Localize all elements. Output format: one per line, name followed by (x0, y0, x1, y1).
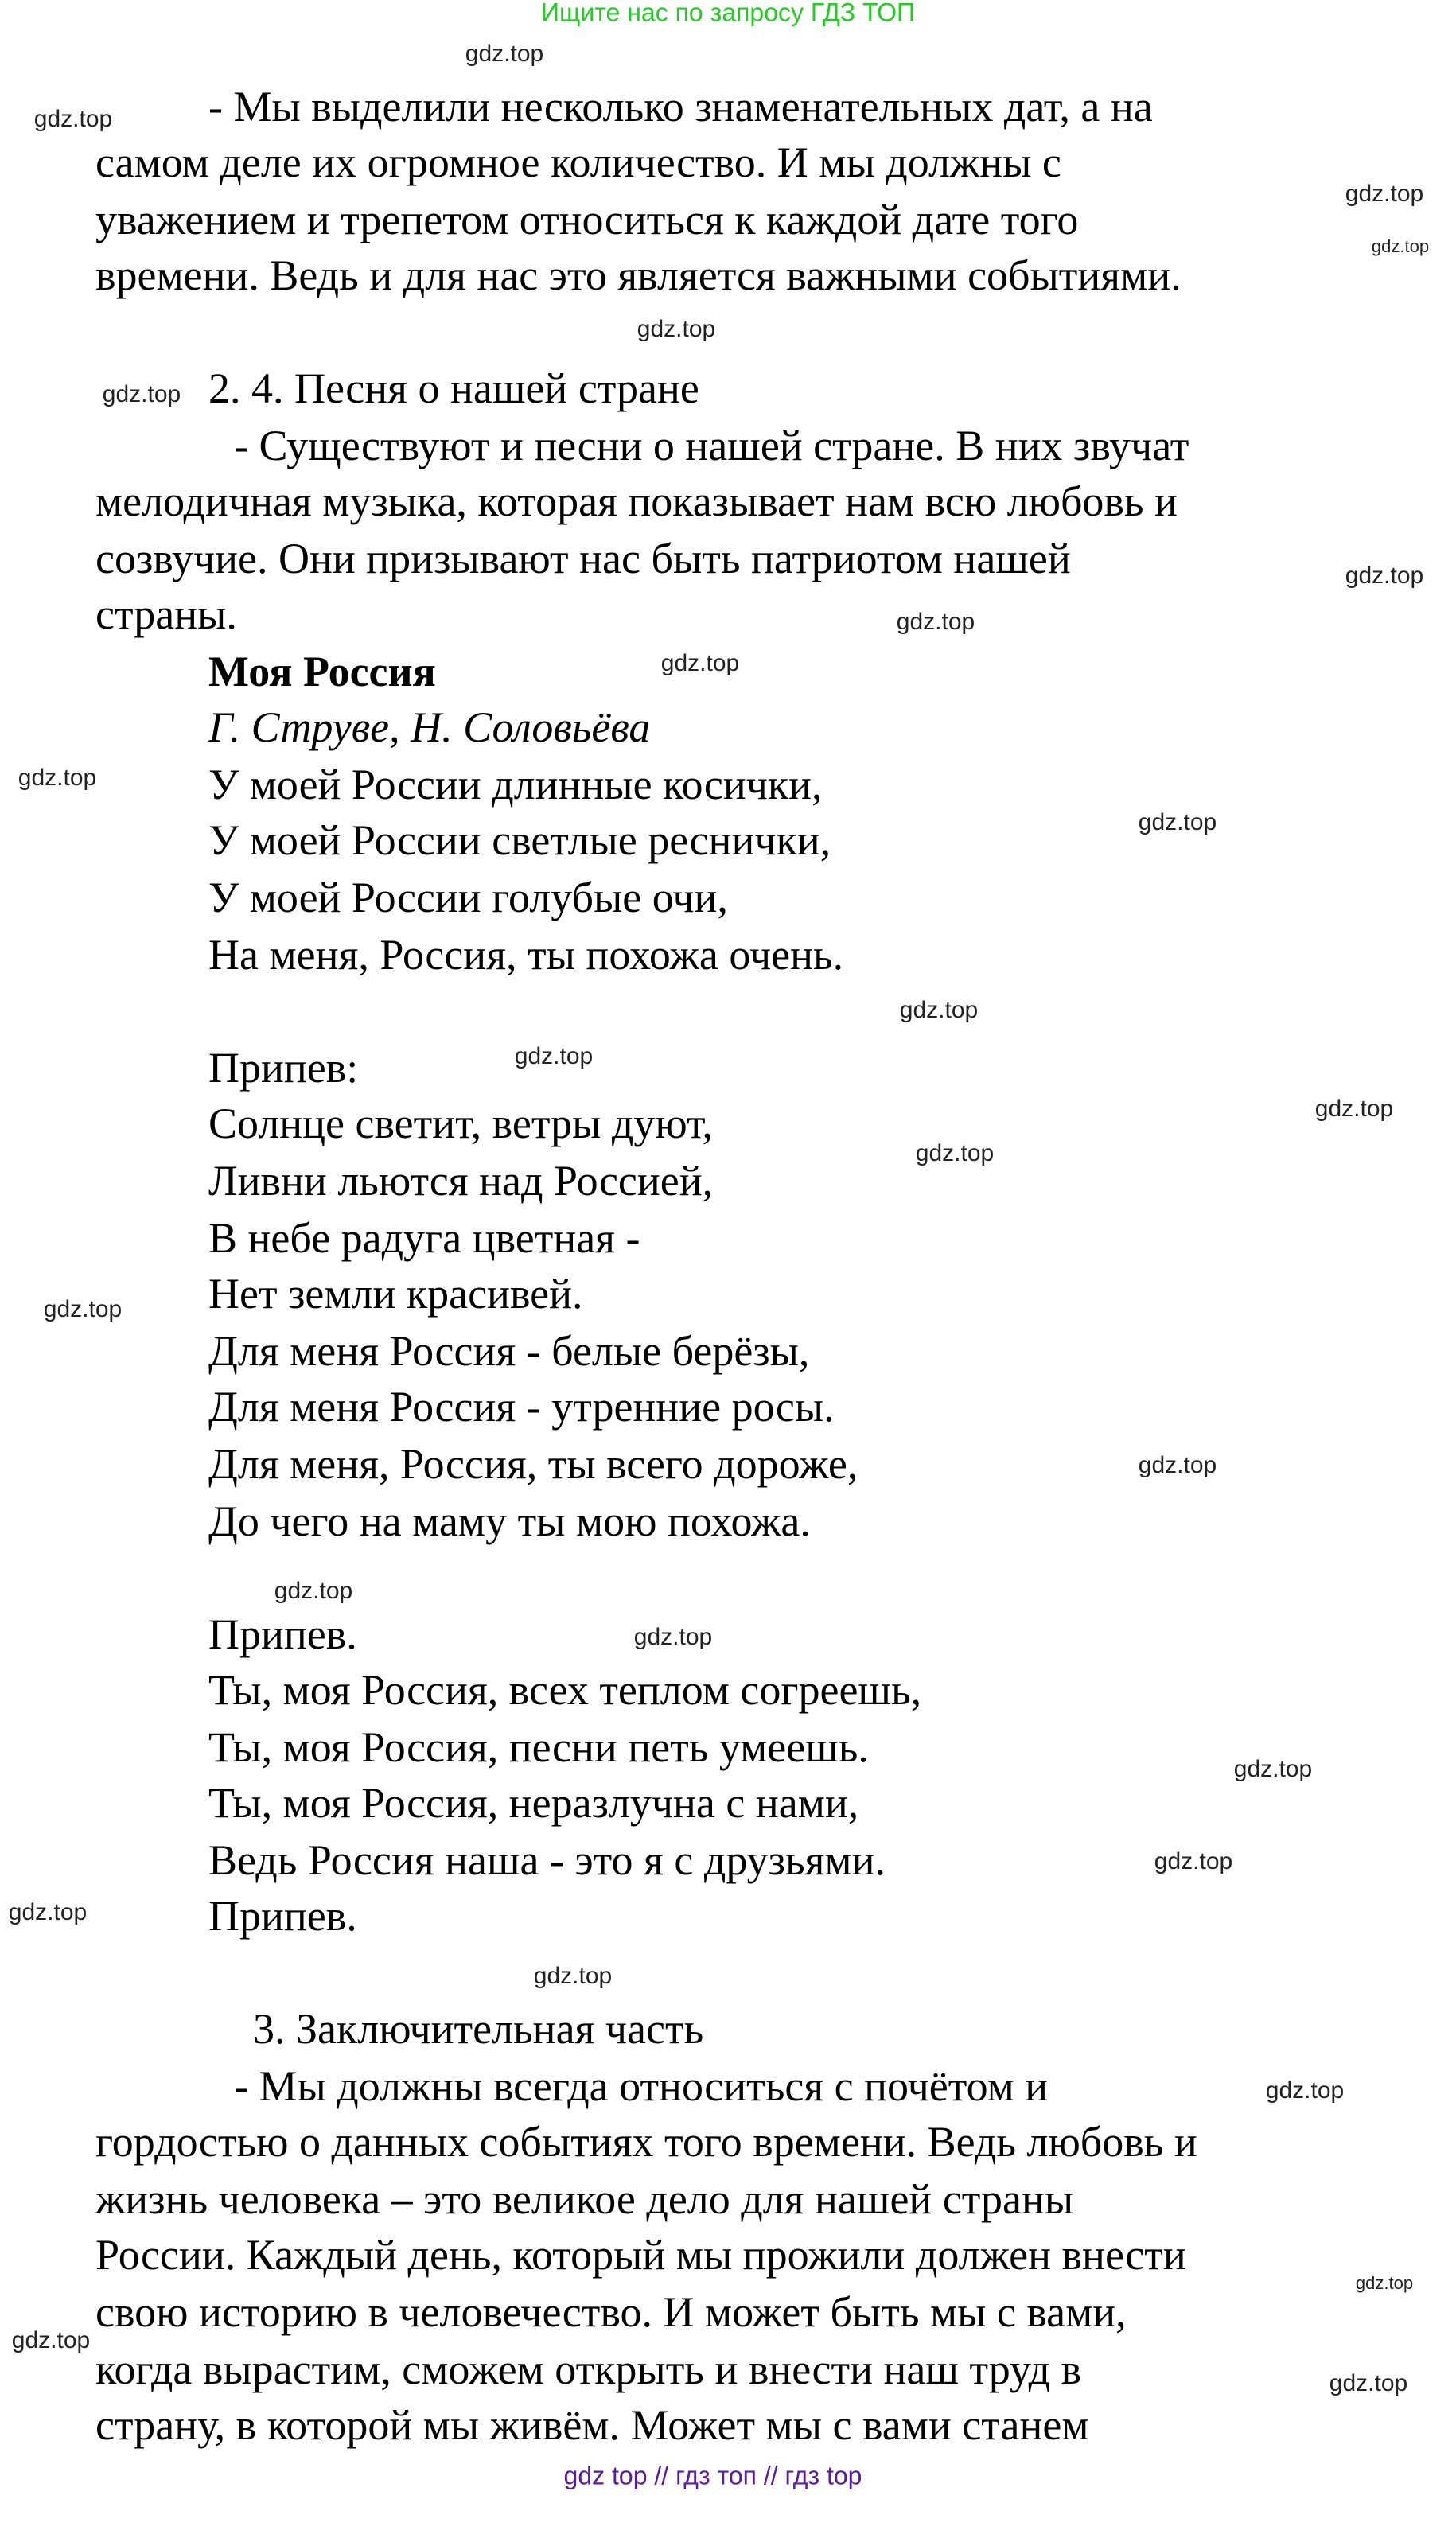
verse-line: На меня, Россия, ты похожа очень. (208, 931, 844, 979)
watermark: gdz.top (514, 1043, 594, 1069)
verse-line: В небе радуга цветная - (208, 1214, 640, 1262)
watermark: gdz.top (660, 650, 740, 676)
watermark: gdz.top (1345, 563, 1424, 589)
watermark: gdz.top (33, 106, 113, 132)
verse-line: Ливни льются над Россией, (208, 1157, 714, 1205)
watermark: gdz.top (102, 381, 181, 407)
footer-links[interactable]: gdz top // гдз топ // гдз top (563, 2461, 862, 2490)
watermark: gdz.top (637, 316, 716, 342)
watermark: gdz.top (465, 41, 544, 67)
text-line: - Мы должны всегда относиться с почётом и (234, 2062, 1049, 2110)
verse-line: У моей России голубые очи, (208, 874, 728, 921)
watermark: gdz.top (8, 1899, 88, 1925)
search-banner-link[interactable]: Ищите нас по запросу ГДЗ ТОП (541, 0, 915, 27)
watermark: gdz.top (896, 609, 975, 635)
text-line: созвучие. Они призывают нас быть патриотом нашей (95, 535, 1071, 582)
watermark: gdz.top (1154, 1848, 1233, 1874)
verse-line: Для меня Россия - белые берёзы, (208, 1327, 810, 1375)
watermark: gdz.top (1138, 809, 1217, 835)
section-heading: 2. 4. Песня о нашей стране (208, 364, 699, 412)
verse-line: Припев. (208, 1892, 357, 1940)
song-authors: Г. Струве, Н. Соловьёва (208, 703, 651, 751)
watermark: gdz.top (274, 1578, 353, 1604)
verse-line: Ты, моя Россия, всех теплом согреешь, (208, 1666, 922, 1714)
watermark: gdz.top (1371, 236, 1430, 256)
verse-line: Для меня, Россия, ты всего дороже, (208, 1440, 858, 1488)
text-line: страны. (95, 590, 237, 638)
watermark: gdz.top (1345, 181, 1424, 207)
text-line: мелодичная музыка, которая показывает нам всю любовь и (95, 477, 1178, 525)
watermark: gdz.top (899, 997, 979, 1023)
text-line: гордостью о данных событиях того времени. Ведь любовь и (95, 2118, 1197, 2166)
watermark: gdz.top (533, 1963, 613, 1989)
text-line: России. Каждый день, который мы прожили должен внести (95, 2231, 1186, 2279)
watermark: gdz.top (1329, 2370, 1408, 2396)
watermark: gdz.top (1314, 1096, 1394, 1122)
verse-line: Припев. (208, 1610, 357, 1658)
verse-line: Солнце светит, ветры дуют, (208, 1100, 713, 1147)
verse-line: До чего на маму ты мою похожа. (208, 1497, 811, 1545)
section-heading: 3. Заключительная часть (253, 2005, 704, 2053)
text-line: свою историю в человечество. И может быть мы с вами, (95, 2288, 1127, 2336)
verse-line: Для меня Россия - утренние росы. (208, 1383, 835, 1431)
text-line: самом деле их огромное количество. И мы должны с (95, 138, 1061, 186)
text-line: жизнь человека – это великое дело для нашей страны (95, 2175, 1074, 2223)
text-line: когда вырастим, сможем открыть и внести наш труд в (95, 2345, 1082, 2393)
watermark: gdz.top (1138, 1452, 1217, 1478)
watermark: gdz.top (43, 1296, 123, 1322)
watermark: gdz.top (633, 1624, 713, 1650)
text-line: - Существуют и песни о нашей стране. В них звучат (234, 422, 1189, 469)
verse-line: Нет земли красивей. (208, 1270, 583, 1318)
text-line: уважением и трепетом относиться к каждой дате того (95, 196, 1079, 243)
verse-line: Ты, моя Россия, неразлучна с нами, (208, 1779, 859, 1827)
watermark: gdz.top (1355, 2273, 1414, 2293)
watermark: gdz.top (1265, 2077, 1345, 2104)
text-line: страну, в которой мы живём. Может мы с вами станем (95, 2401, 1089, 2449)
song-title: Моя Россия (208, 648, 436, 695)
verse-line: Ты, моя Россия, песни петь умеешь. (208, 1723, 869, 1771)
verse-line: Припев: (208, 1044, 359, 1092)
text-line: - Мы выделили несколько знаменательных дат, а на (208, 83, 1153, 130)
watermark: gdz.top (915, 1140, 995, 1166)
watermark: gdz.top (1233, 1756, 1313, 1782)
verse-line: У моей России длинные косички, (208, 761, 823, 808)
watermark: gdz.top (11, 2327, 91, 2353)
watermark: gdz.top (18, 765, 97, 791)
verse-line: Ведь Россия наша - это я с друзьями. (208, 1836, 886, 1884)
verse-line: У моей России светлые реснички, (208, 816, 831, 864)
text-line: времени. Ведь и для нас это является важными событиями. (95, 251, 1182, 299)
